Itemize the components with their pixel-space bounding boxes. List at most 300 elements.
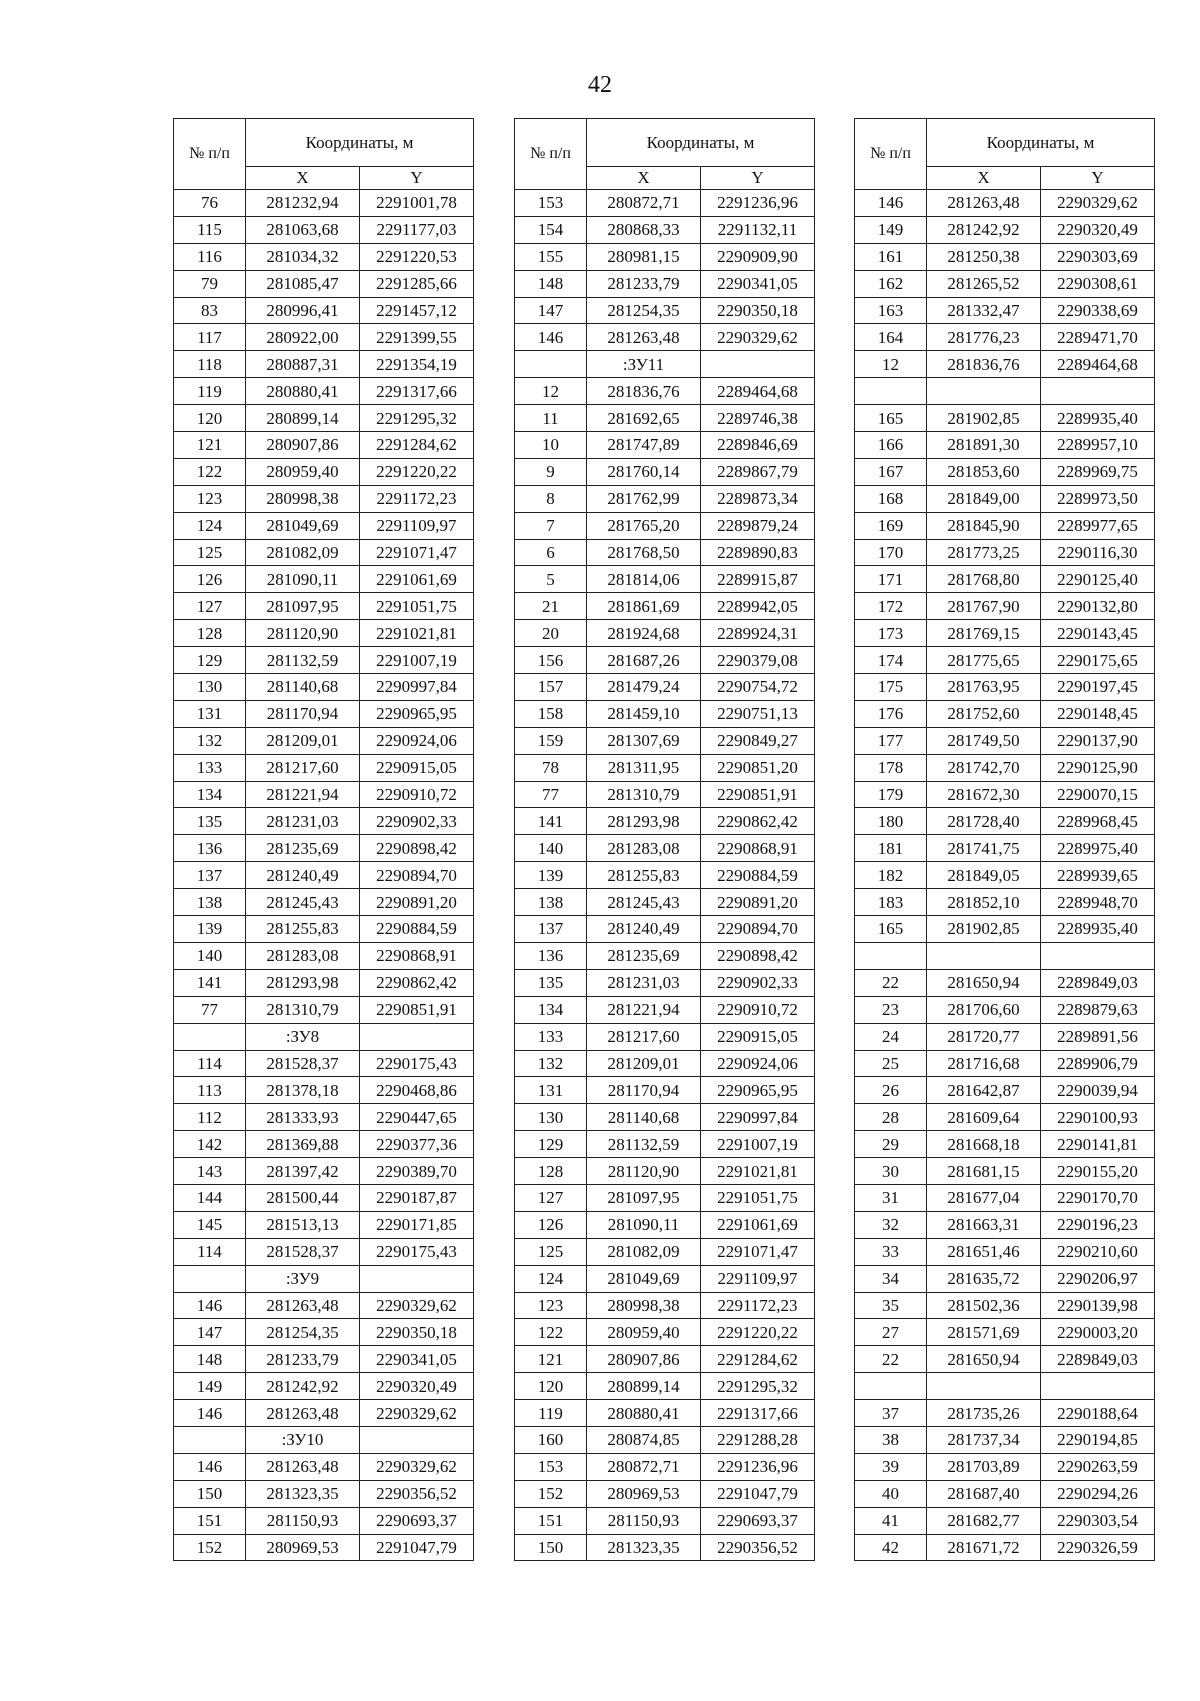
section-label: :ЗУ8 bbox=[246, 1023, 360, 1050]
table-row bbox=[855, 190, 1155, 217]
point-number-cell: 131 bbox=[515, 1077, 587, 1104]
x-coordinate-cell: 281233,79 bbox=[587, 270, 701, 297]
y-coordinate-cell: 2290965,95 bbox=[701, 1077, 815, 1104]
table-row bbox=[515, 862, 815, 889]
x-coordinate-cell: 281776,23 bbox=[927, 324, 1041, 351]
table-row bbox=[174, 1346, 474, 1373]
x-coordinate-cell: 281150,93 bbox=[587, 1507, 701, 1534]
x-coordinate-cell: 281240,49 bbox=[587, 916, 701, 943]
x-coordinate-cell: 281737,34 bbox=[927, 1426, 1041, 1453]
x-coordinate-cell: 281852,10 bbox=[927, 889, 1041, 916]
x-coordinate-cell: 281849,00 bbox=[927, 485, 1041, 512]
table-row bbox=[855, 1023, 1155, 1050]
y-coordinate-cell: 2290039,94 bbox=[1041, 1077, 1155, 1104]
table-row bbox=[855, 889, 1155, 916]
point-number-cell: 42 bbox=[855, 1534, 927, 1561]
y-coordinate-cell: 2290175,43 bbox=[360, 1238, 474, 1265]
y-coordinate-cell: 2289879,63 bbox=[1041, 996, 1155, 1023]
table-row bbox=[174, 1131, 474, 1158]
table-row bbox=[855, 1238, 1155, 1265]
point-number-cell: 153 bbox=[515, 1453, 587, 1480]
table-row bbox=[515, 1346, 815, 1373]
point-number-cell: 146 bbox=[855, 190, 927, 217]
x-coordinate-cell: 281775,65 bbox=[927, 647, 1041, 674]
table-row bbox=[174, 1534, 474, 1561]
y-coordinate-cell: 2291047,79 bbox=[701, 1480, 815, 1507]
section-label-row bbox=[855, 942, 1155, 969]
y-coordinate-cell: 2290188,64 bbox=[1041, 1400, 1155, 1427]
y-coordinate-cell: 2290910,72 bbox=[701, 996, 815, 1023]
table-row bbox=[515, 1426, 815, 1453]
point-number-cell: 122 bbox=[515, 1319, 587, 1346]
empty-cell bbox=[174, 1023, 246, 1050]
point-number-cell: 138 bbox=[174, 889, 246, 916]
point-number-cell: 165 bbox=[855, 916, 927, 943]
section-label-row bbox=[174, 1023, 474, 1050]
table-row bbox=[515, 1400, 815, 1427]
y-coordinate-cell: 2290341,05 bbox=[701, 270, 815, 297]
empty-cell bbox=[1041, 1373, 1155, 1400]
table-row bbox=[174, 1158, 474, 1185]
y-coordinate-cell: 2289957,10 bbox=[1041, 432, 1155, 459]
x-coordinate-cell: 281728,40 bbox=[927, 808, 1041, 835]
y-coordinate-cell: 2289975,40 bbox=[1041, 835, 1155, 862]
y-coordinate-cell: 2290341,05 bbox=[360, 1346, 474, 1373]
table-row bbox=[855, 781, 1155, 808]
table-row bbox=[174, 916, 474, 943]
y-coordinate-cell: 2291061,69 bbox=[360, 566, 474, 593]
column-header-coordinates: Координаты, м bbox=[927, 119, 1155, 167]
table-row bbox=[174, 1050, 474, 1077]
empty-cell bbox=[360, 1023, 474, 1050]
y-coordinate-cell: 2290849,27 bbox=[701, 727, 815, 754]
x-coordinate-cell: 281768,80 bbox=[927, 566, 1041, 593]
y-coordinate-cell: 2290997,84 bbox=[701, 1104, 815, 1131]
point-number-cell: 22 bbox=[855, 969, 927, 996]
point-number-cell: 147 bbox=[515, 297, 587, 324]
section-label: :ЗУ10 bbox=[246, 1426, 360, 1453]
x-coordinate-cell: 281672,30 bbox=[927, 781, 1041, 808]
x-coordinate-cell: 281663,31 bbox=[927, 1211, 1041, 1238]
point-number-cell: 151 bbox=[515, 1507, 587, 1534]
table-row bbox=[855, 539, 1155, 566]
y-coordinate-cell: 2290884,59 bbox=[360, 916, 474, 943]
point-number-cell: 172 bbox=[855, 593, 927, 620]
x-coordinate-cell: 281668,18 bbox=[927, 1131, 1041, 1158]
y-coordinate-cell: 2290132,80 bbox=[1041, 593, 1155, 620]
column-header-y: Y bbox=[1041, 167, 1155, 190]
table-row bbox=[515, 620, 815, 647]
y-coordinate-cell: 2291220,22 bbox=[360, 458, 474, 485]
column-header-y: Y bbox=[360, 167, 474, 190]
x-coordinate-cell: 281741,75 bbox=[927, 835, 1041, 862]
table-row bbox=[855, 700, 1155, 727]
y-coordinate-cell: 2290210,60 bbox=[1041, 1238, 1155, 1265]
table-row bbox=[174, 1238, 474, 1265]
point-number-cell: 173 bbox=[855, 620, 927, 647]
x-coordinate-cell: 281768,50 bbox=[587, 539, 701, 566]
point-number-cell: 132 bbox=[515, 1050, 587, 1077]
x-coordinate-cell: 281240,49 bbox=[246, 862, 360, 889]
x-coordinate-cell: 281528,37 bbox=[246, 1238, 360, 1265]
y-coordinate-cell: 2291284,62 bbox=[701, 1346, 815, 1373]
x-coordinate-cell: 281814,06 bbox=[587, 566, 701, 593]
table-row bbox=[855, 593, 1155, 620]
x-coordinate-cell: 281749,50 bbox=[927, 727, 1041, 754]
y-coordinate-cell: 2290294,26 bbox=[1041, 1480, 1155, 1507]
y-coordinate-cell: 2290997,84 bbox=[360, 674, 474, 701]
table-row bbox=[855, 1292, 1155, 1319]
y-coordinate-cell: 2291071,47 bbox=[360, 539, 474, 566]
x-coordinate-cell: 281502,36 bbox=[927, 1292, 1041, 1319]
x-coordinate-cell: 281082,09 bbox=[587, 1238, 701, 1265]
table-row bbox=[515, 1211, 815, 1238]
table-row bbox=[855, 1534, 1155, 1561]
table-row bbox=[515, 1158, 815, 1185]
y-coordinate-cell: 2290139,98 bbox=[1041, 1292, 1155, 1319]
table-row bbox=[174, 243, 474, 270]
x-coordinate-cell: 281090,11 bbox=[246, 566, 360, 593]
x-coordinate-cell: 281861,69 bbox=[587, 593, 701, 620]
point-number-cell: 144 bbox=[174, 1184, 246, 1211]
point-number-cell: 145 bbox=[174, 1211, 246, 1238]
point-number-cell: 133 bbox=[515, 1023, 587, 1050]
y-coordinate-cell: 2291061,69 bbox=[701, 1211, 815, 1238]
x-coordinate-cell: 281323,35 bbox=[246, 1480, 360, 1507]
x-coordinate-cell: 281692,65 bbox=[587, 405, 701, 432]
point-number-cell: 151 bbox=[174, 1507, 246, 1534]
table-row bbox=[855, 835, 1155, 862]
point-number-cell: 142 bbox=[174, 1131, 246, 1158]
section-label: :ЗУ11 bbox=[587, 351, 701, 378]
point-number-cell: 180 bbox=[855, 808, 927, 835]
table-row bbox=[515, 674, 815, 701]
table-row bbox=[174, 620, 474, 647]
x-coordinate-cell: 281720,77 bbox=[927, 1023, 1041, 1050]
x-coordinate-cell: 281836,76 bbox=[587, 378, 701, 405]
column-header-number: № п/п bbox=[855, 119, 927, 190]
table-row bbox=[174, 700, 474, 727]
y-coordinate-cell: 2290175,65 bbox=[1041, 647, 1155, 674]
point-number-cell: 6 bbox=[515, 539, 587, 566]
y-coordinate-cell: 2290851,20 bbox=[701, 754, 815, 781]
point-number-cell: 34 bbox=[855, 1265, 927, 1292]
table-row bbox=[174, 1184, 474, 1211]
x-coordinate-cell: 280998,38 bbox=[587, 1292, 701, 1319]
table-row bbox=[855, 216, 1155, 243]
point-number-cell: 167 bbox=[855, 458, 927, 485]
point-number-cell: 22 bbox=[855, 1346, 927, 1373]
point-number-cell: 139 bbox=[515, 862, 587, 889]
column-header-number: № п/п bbox=[174, 119, 246, 190]
section-label bbox=[927, 378, 1041, 405]
table-row bbox=[174, 1104, 474, 1131]
table-body bbox=[174, 190, 474, 1561]
y-coordinate-cell: 2291295,32 bbox=[701, 1373, 815, 1400]
point-number-cell: 128 bbox=[515, 1158, 587, 1185]
point-number-cell: 118 bbox=[174, 351, 246, 378]
y-coordinate-cell: 2290891,20 bbox=[360, 889, 474, 916]
point-number-cell: 149 bbox=[174, 1373, 246, 1400]
x-coordinate-cell: 281254,35 bbox=[587, 297, 701, 324]
y-coordinate-cell: 2290868,91 bbox=[701, 835, 815, 862]
y-coordinate-cell: 2290468,86 bbox=[360, 1077, 474, 1104]
y-coordinate-cell: 2290326,59 bbox=[1041, 1534, 1155, 1561]
y-coordinate-cell: 2289942,05 bbox=[701, 593, 815, 620]
x-coordinate-cell: 281479,24 bbox=[587, 674, 701, 701]
point-number-cell: 155 bbox=[515, 243, 587, 270]
y-coordinate-cell: 2291288,28 bbox=[701, 1426, 815, 1453]
table-row bbox=[174, 781, 474, 808]
y-coordinate-cell: 2289873,34 bbox=[701, 485, 815, 512]
x-coordinate-cell: 281132,59 bbox=[246, 647, 360, 674]
y-coordinate-cell: 2290862,42 bbox=[701, 808, 815, 835]
point-number-cell: 171 bbox=[855, 566, 927, 593]
point-number-cell: 37 bbox=[855, 1400, 927, 1427]
point-number-cell: 183 bbox=[855, 889, 927, 916]
x-coordinate-cell: 281763,95 bbox=[927, 674, 1041, 701]
y-coordinate-cell: 2289924,31 bbox=[701, 620, 815, 647]
table-row bbox=[515, 647, 815, 674]
x-coordinate-cell: 281085,47 bbox=[246, 270, 360, 297]
table-row bbox=[174, 727, 474, 754]
x-coordinate-cell: 281265,52 bbox=[927, 270, 1041, 297]
x-coordinate-cell: 281528,37 bbox=[246, 1050, 360, 1077]
empty-cell bbox=[1041, 942, 1155, 969]
x-coordinate-cell: 281681,15 bbox=[927, 1158, 1041, 1185]
table-row bbox=[855, 1104, 1155, 1131]
point-number-cell: 156 bbox=[515, 647, 587, 674]
empty-cell bbox=[701, 351, 815, 378]
y-coordinate-cell: 2290915,05 bbox=[701, 1023, 815, 1050]
x-coordinate-cell: 281513,13 bbox=[246, 1211, 360, 1238]
table-row bbox=[515, 700, 815, 727]
table-row bbox=[515, 1319, 815, 1346]
point-number-cell: 29 bbox=[855, 1131, 927, 1158]
point-number-cell: 148 bbox=[174, 1346, 246, 1373]
point-number-cell: 129 bbox=[174, 647, 246, 674]
table-row bbox=[855, 351, 1155, 378]
y-coordinate-cell: 2291236,96 bbox=[701, 1453, 815, 1480]
x-coordinate-cell: 280899,14 bbox=[246, 405, 360, 432]
table-row bbox=[855, 862, 1155, 889]
table-row bbox=[515, 1373, 815, 1400]
x-coordinate-cell: 281671,72 bbox=[927, 1534, 1041, 1561]
point-number-cell: 28 bbox=[855, 1104, 927, 1131]
y-coordinate-cell: 2290187,87 bbox=[360, 1184, 474, 1211]
x-coordinate-cell: 281255,83 bbox=[587, 862, 701, 889]
y-coordinate-cell: 2291236,96 bbox=[701, 190, 815, 217]
x-coordinate-cell: 281221,94 bbox=[587, 996, 701, 1023]
point-number-cell: 128 bbox=[174, 620, 246, 647]
x-coordinate-cell: 280868,33 bbox=[587, 216, 701, 243]
point-number-cell: 129 bbox=[515, 1131, 587, 1158]
table-row bbox=[174, 324, 474, 351]
table-row bbox=[855, 270, 1155, 297]
empty-cell bbox=[515, 351, 587, 378]
table-row bbox=[855, 620, 1155, 647]
point-number-cell: 124 bbox=[174, 512, 246, 539]
point-number-cell: 33 bbox=[855, 1238, 927, 1265]
y-coordinate-cell: 2291354,19 bbox=[360, 351, 474, 378]
point-number-cell: 27 bbox=[855, 1319, 927, 1346]
point-number-cell: 134 bbox=[515, 996, 587, 1023]
point-number-cell: 79 bbox=[174, 270, 246, 297]
x-coordinate-cell: 281242,92 bbox=[246, 1373, 360, 1400]
table-row bbox=[855, 1319, 1155, 1346]
point-number-cell: 135 bbox=[174, 808, 246, 835]
table-row bbox=[174, 405, 474, 432]
point-number-cell: 127 bbox=[515, 1184, 587, 1211]
y-coordinate-cell: 2290379,08 bbox=[701, 647, 815, 674]
x-coordinate-cell: 281716,68 bbox=[927, 1050, 1041, 1077]
x-coordinate-cell: 281231,03 bbox=[246, 808, 360, 835]
y-coordinate-cell: 2289891,56 bbox=[1041, 1023, 1155, 1050]
table-row bbox=[174, 512, 474, 539]
point-number-cell: 143 bbox=[174, 1158, 246, 1185]
table-row bbox=[174, 942, 474, 969]
table-row bbox=[515, 566, 815, 593]
table-row bbox=[174, 889, 474, 916]
table-row bbox=[174, 539, 474, 566]
y-coordinate-cell: 2291457,12 bbox=[360, 297, 474, 324]
x-coordinate-cell: 281845,90 bbox=[927, 512, 1041, 539]
table-row bbox=[174, 674, 474, 701]
table-row bbox=[855, 485, 1155, 512]
table-row bbox=[174, 862, 474, 889]
y-coordinate-cell: 2291051,75 bbox=[360, 593, 474, 620]
y-coordinate-cell: 2290924,06 bbox=[701, 1050, 815, 1077]
point-number-cell: 130 bbox=[515, 1104, 587, 1131]
x-coordinate-cell: 281082,09 bbox=[246, 539, 360, 566]
table-row bbox=[515, 1077, 815, 1104]
x-coordinate-cell: 281323,35 bbox=[587, 1534, 701, 1561]
x-coordinate-cell: 281034,32 bbox=[246, 243, 360, 270]
y-coordinate-cell: 2290329,62 bbox=[1041, 190, 1155, 217]
table-row bbox=[855, 1265, 1155, 1292]
point-number-cell: 78 bbox=[515, 754, 587, 781]
x-coordinate-cell: 281762,99 bbox=[587, 485, 701, 512]
point-number-cell: 83 bbox=[174, 297, 246, 324]
point-number-cell: 41 bbox=[855, 1507, 927, 1534]
x-coordinate-cell: 280887,31 bbox=[246, 351, 360, 378]
point-number-cell: 146 bbox=[174, 1292, 246, 1319]
point-number-cell: 12 bbox=[855, 351, 927, 378]
table-row bbox=[855, 1050, 1155, 1077]
table-row bbox=[174, 1319, 474, 1346]
y-coordinate-cell: 2289969,75 bbox=[1041, 458, 1155, 485]
y-coordinate-cell: 2290902,33 bbox=[360, 808, 474, 835]
coordinates-table-2 bbox=[514, 118, 815, 1561]
table-row bbox=[515, 593, 815, 620]
x-coordinate-cell: 281132,59 bbox=[587, 1131, 701, 1158]
empty-cell bbox=[174, 1265, 246, 1292]
y-coordinate-cell: 2290868,91 bbox=[360, 942, 474, 969]
point-number-cell: 174 bbox=[855, 647, 927, 674]
point-number-cell: 178 bbox=[855, 754, 927, 781]
table-row bbox=[855, 1131, 1155, 1158]
table-row bbox=[174, 485, 474, 512]
x-coordinate-cell: 281378,18 bbox=[246, 1077, 360, 1104]
empty-cell bbox=[855, 378, 927, 405]
column-header-number: № п/п bbox=[515, 119, 587, 190]
table-row bbox=[515, 916, 815, 943]
x-coordinate-cell: 281245,43 bbox=[246, 889, 360, 916]
x-coordinate-cell: 281250,38 bbox=[927, 243, 1041, 270]
point-number-cell: 168 bbox=[855, 485, 927, 512]
x-coordinate-cell: 280981,15 bbox=[587, 243, 701, 270]
x-coordinate-cell: 281235,69 bbox=[246, 835, 360, 862]
x-coordinate-cell: 281924,68 bbox=[587, 620, 701, 647]
point-number-cell: 160 bbox=[515, 1426, 587, 1453]
point-number-cell: 148 bbox=[515, 270, 587, 297]
table-row bbox=[174, 1292, 474, 1319]
y-coordinate-cell: 2290171,85 bbox=[360, 1211, 474, 1238]
y-coordinate-cell: 2291071,47 bbox=[701, 1238, 815, 1265]
table-row bbox=[855, 647, 1155, 674]
x-coordinate-cell: 281459,10 bbox=[587, 700, 701, 727]
point-number-cell: 134 bbox=[174, 781, 246, 808]
x-coordinate-cell: 281254,35 bbox=[246, 1319, 360, 1346]
coordinates-table-3 bbox=[854, 118, 1155, 1561]
table-row bbox=[174, 270, 474, 297]
y-coordinate-cell: 2290965,95 bbox=[360, 700, 474, 727]
y-coordinate-cell: 2291109,97 bbox=[701, 1265, 815, 1292]
y-coordinate-cell: 2290329,62 bbox=[360, 1400, 474, 1427]
point-number-cell: 24 bbox=[855, 1023, 927, 1050]
x-coordinate-cell: 281307,69 bbox=[587, 727, 701, 754]
y-coordinate-cell: 2290116,30 bbox=[1041, 539, 1155, 566]
point-number-cell: 40 bbox=[855, 1480, 927, 1507]
x-coordinate-cell: 281397,42 bbox=[246, 1158, 360, 1185]
y-coordinate-cell: 2290125,90 bbox=[1041, 754, 1155, 781]
table-row bbox=[515, 1131, 815, 1158]
y-coordinate-cell: 2291285,66 bbox=[360, 270, 474, 297]
x-coordinate-cell: 281217,60 bbox=[246, 754, 360, 781]
point-number-cell: 119 bbox=[174, 378, 246, 405]
table-row bbox=[174, 190, 474, 217]
table-row bbox=[855, 512, 1155, 539]
table-row bbox=[174, 808, 474, 835]
x-coordinate-cell: 281049,69 bbox=[587, 1265, 701, 1292]
point-number-cell: 125 bbox=[174, 539, 246, 566]
point-number-cell: 182 bbox=[855, 862, 927, 889]
point-number-cell: 119 bbox=[515, 1400, 587, 1427]
point-number-cell: 132 bbox=[174, 727, 246, 754]
y-coordinate-cell: 2289915,87 bbox=[701, 566, 815, 593]
y-coordinate-cell: 2290320,49 bbox=[1041, 216, 1155, 243]
table-row bbox=[515, 781, 815, 808]
table-row bbox=[515, 243, 815, 270]
y-coordinate-cell: 2289935,40 bbox=[1041, 405, 1155, 432]
table-row bbox=[515, 297, 815, 324]
section-label bbox=[927, 1373, 1041, 1400]
point-number-cell: 136 bbox=[515, 942, 587, 969]
x-coordinate-cell: 281902,85 bbox=[927, 405, 1041, 432]
y-coordinate-cell: 2290910,72 bbox=[360, 781, 474, 808]
point-number-cell: 127 bbox=[174, 593, 246, 620]
x-coordinate-cell: 281245,43 bbox=[587, 889, 701, 916]
y-coordinate-cell: 2290754,72 bbox=[701, 674, 815, 701]
point-number-cell: 162 bbox=[855, 270, 927, 297]
y-coordinate-cell: 2290143,45 bbox=[1041, 620, 1155, 647]
x-coordinate-cell: 281063,68 bbox=[246, 216, 360, 243]
x-coordinate-cell: 281140,68 bbox=[246, 674, 360, 701]
x-coordinate-cell: 280996,41 bbox=[246, 297, 360, 324]
table-row bbox=[855, 405, 1155, 432]
y-coordinate-cell: 2291317,66 bbox=[360, 378, 474, 405]
y-coordinate-cell: 2290329,62 bbox=[701, 324, 815, 351]
